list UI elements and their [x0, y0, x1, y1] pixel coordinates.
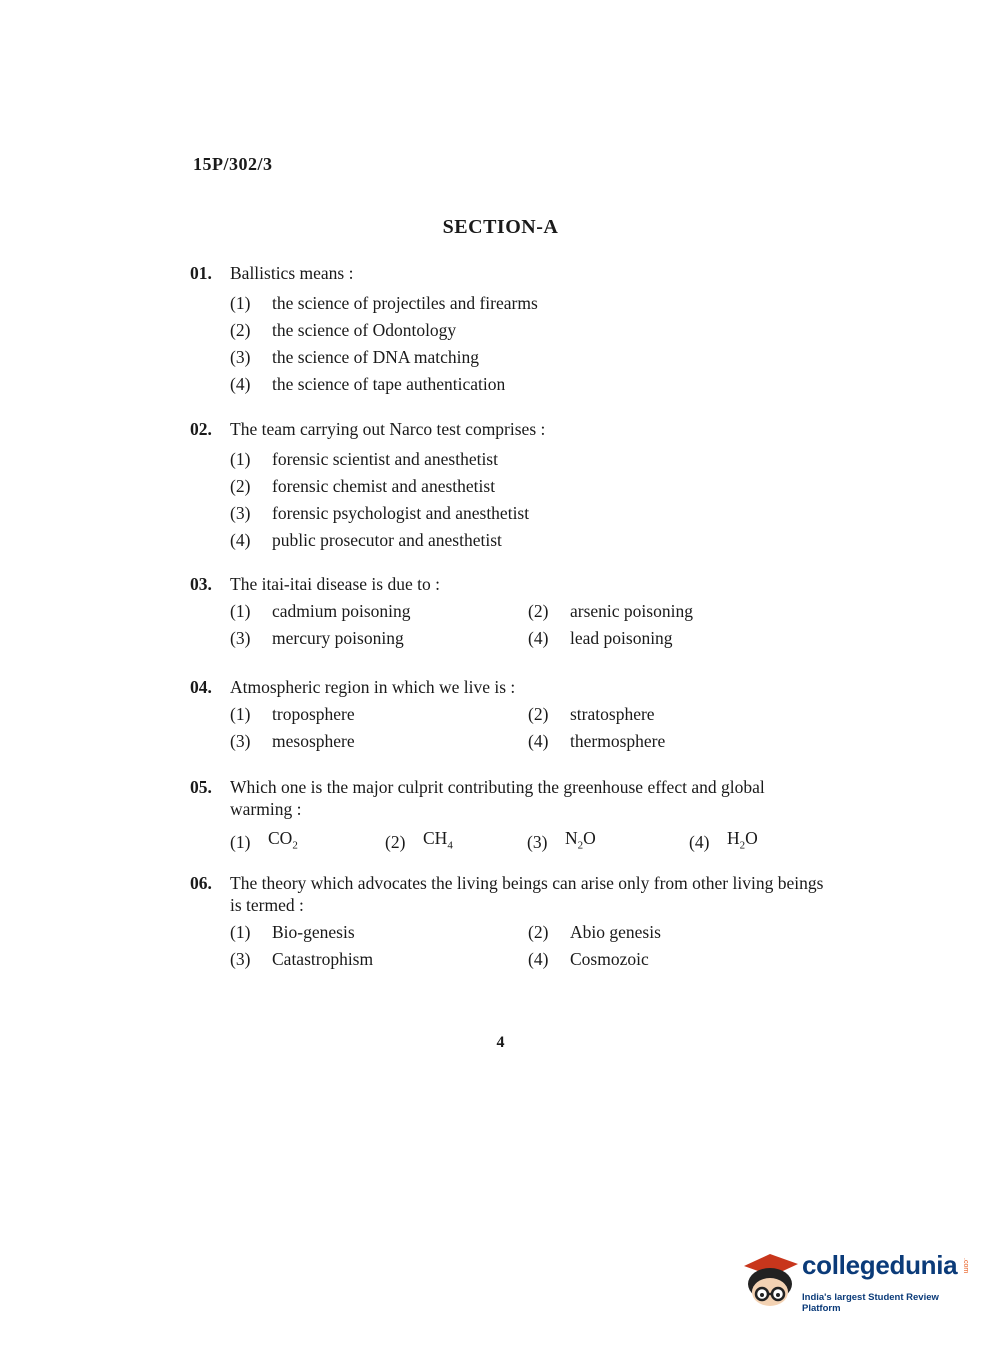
- option-3: (3) the science of DNA matching: [230, 346, 480, 367]
- option-4: (4) Cosmozoic: [528, 949, 649, 969]
- question-number: 02.: [190, 419, 212, 439]
- section-title: SECTION-A: [442, 216, 559, 238]
- option-1: (1) Bio-genesis: [230, 922, 355, 942]
- question-number: 01.: [190, 263, 212, 283]
- option-2: (2) $CH_4$: [385, 827, 453, 852]
- question-number: 06.: [190, 873, 212, 893]
- option-3: (3) mercury poisoning: [230, 628, 404, 648]
- question-2: [190, 418, 830, 553]
- question-text: The theory which advocates the living beings can arise only from other living beings is termed :: [230, 873, 824, 915]
- question-text: Which one is the major culprit contributing the greenhouse effect and global warming :: [230, 777, 765, 819]
- question-text: The itai-itai disease is due to :: [230, 574, 440, 594]
- option-1: (1) cadmium poisoning: [230, 601, 411, 621]
- option-1: (1) forensic scientist and anesthetist: [230, 448, 498, 469]
- question-text: The team carrying out Narco test comprises :: [230, 419, 546, 439]
- paper-code: 15P/302/3: [193, 154, 273, 174]
- option-2: (2) the science of Odontology: [230, 319, 457, 340]
- option-3: (3) Catastrophism: [230, 949, 374, 969]
- option-4: (4) the science of tape authentication: [230, 373, 506, 394]
- question-number: 05.: [190, 777, 212, 797]
- option-4: (4) $H_2O$: [689, 827, 758, 852]
- question-text: Ballistics means :: [230, 263, 354, 283]
- collegedunia-logo[interactable]: [740, 1248, 980, 1312]
- logo-wordmark: collegedunia: [802, 1250, 958, 1280]
- logo-suffix: .com: [962, 1258, 969, 1274]
- option-1: (1) the science of projectiles and firearms: [230, 292, 538, 313]
- question-1: [190, 262, 830, 397]
- option-1: (1) troposphere: [230, 704, 355, 724]
- question-5: [190, 776, 830, 855]
- question-3: [190, 573, 830, 649]
- question-number: 03.: [190, 574, 212, 594]
- option-4: (4) lead poisoning: [528, 628, 673, 648]
- question-4: [190, 676, 830, 752]
- option-3: (3) $N_2O$: [527, 827, 596, 852]
- question-text: Atmospheric region in which we live is :: [230, 677, 516, 697]
- option-1: (1) $CO_2$: [230, 827, 298, 852]
- option-4: (4) thermosphere: [528, 731, 666, 751]
- option-4: (4) public prosecutor and anesthetist: [230, 529, 502, 550]
- option-3: (3) forensic psychologist and anesthetist: [230, 502, 530, 523]
- question-6: [190, 872, 830, 970]
- page-number: 4: [496, 1034, 505, 1051]
- option-2: (2) arsenic poisoning: [528, 601, 693, 621]
- option-2: (2) forensic chemist and anesthetist: [230, 475, 496, 496]
- logo-tagline: India's largest Student Review Platform: [802, 1292, 939, 1314]
- option-3: (3) mesosphere: [230, 731, 355, 751]
- option-2: (2) stratosphere: [528, 704, 655, 724]
- option-2: (2) Abio genesis: [528, 922, 661, 942]
- mascot-icon: [740, 1248, 800, 1312]
- question-number: 04.: [190, 677, 212, 697]
